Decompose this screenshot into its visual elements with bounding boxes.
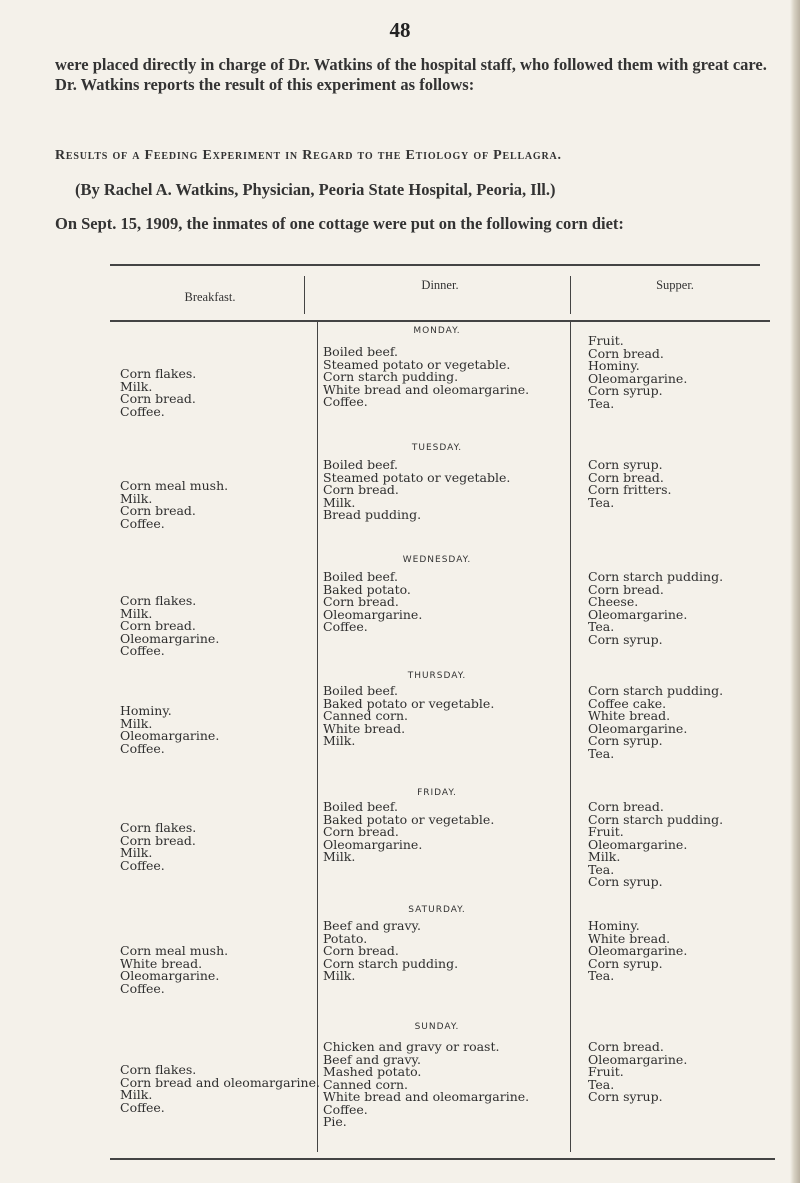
page-number: 48: [389, 18, 411, 42]
menu-item: Corn bread.: [120, 503, 196, 518]
menu-item: Corn syrup.: [588, 733, 663, 748]
menu-item: Milk.: [120, 378, 153, 394]
menu-item: Milk.: [120, 490, 153, 506]
menu-item: Tea.: [588, 494, 615, 510]
menu-item: Milk.: [120, 845, 153, 860]
day-label-friday: FRIDAY.: [417, 788, 457, 798]
menu-item: Hominy.: [588, 918, 640, 933]
menu-item: Milk.: [120, 1087, 153, 1102]
dinner-cell-sunday: [323, 1041, 529, 1129]
menu-item: Milk.: [120, 605, 153, 621]
menu-item: Corn meal mush.: [120, 478, 229, 493]
menu-item: Boiled beef.: [323, 569, 399, 584]
menu-item: Oleomargarine.: [588, 943, 688, 958]
menu-item: Coffee.: [120, 515, 165, 531]
menu-item: Coffee.: [120, 740, 165, 756]
menu-item: Tea.: [588, 395, 615, 411]
menu-item: Tea.: [588, 745, 615, 761]
breakfast-cell-thursday: [120, 705, 219, 755]
menu-item: Tea.: [588, 968, 615, 983]
table-top-rule: [110, 264, 760, 266]
menu-item: Tea.: [588, 861, 615, 877]
menu-item: Corn meal mush.: [120, 943, 229, 958]
menu-item: Milk.: [323, 494, 356, 510]
menu-item: Coffee.: [323, 1101, 368, 1117]
menu-item: Corn bread.: [588, 469, 664, 485]
menu-item: Corn fritters.: [588, 482, 672, 497]
menu-item: Milk.: [588, 849, 621, 864]
supper-cell-sunday: [588, 1041, 687, 1104]
section-heading: Results of a Feeding Experiment in Regard to the Etiology of Pellagra.: [55, 148, 562, 163]
menu-item: Corn bread.: [120, 391, 196, 406]
menu-item: Pie.: [323, 1114, 347, 1129]
dinner-cell-monday: [323, 346, 529, 409]
supper-cell-monday: [588, 335, 687, 410]
menu-item: Coffee.: [323, 394, 368, 409]
dinner-cell-wednesday: [323, 571, 422, 634]
breakfast-cell-sunday: [120, 1064, 320, 1114]
menu-item: Boiled beef.: [323, 799, 399, 814]
menu-item: Corn starch pudding.: [323, 955, 459, 971]
menu-item: White bread and oleomargarine.: [323, 1089, 530, 1104]
menu-item: Corn bread and oleomargarine.: [120, 1074, 320, 1090]
menu-item: Corn bread.: [323, 482, 399, 497]
day-label-wednesday: WEDNESDAY.: [402, 555, 472, 565]
menu-item: Coffee cake.: [588, 695, 667, 711]
menu-item: Fruit.: [588, 1064, 624, 1079]
menu-item: Corn starch pudding.: [588, 811, 724, 827]
menu-item: Fruit.: [588, 333, 624, 348]
byline: (By Rachel A. Watkins, Physician, Peoria State Hospital, Peoria, Ill.): [75, 180, 556, 199]
menu-item: Hominy.: [588, 358, 640, 373]
menu-item: Cheese.: [588, 594, 639, 609]
menu-item: Fruit.: [588, 824, 624, 839]
menu-item: White bread.: [588, 708, 671, 723]
menu-item: White bread.: [588, 930, 671, 946]
supper-cell-tuesday: [588, 459, 672, 509]
day-label-tuesday: TUESDAY.: [411, 443, 463, 453]
menu-item: Corn bread.: [588, 581, 664, 597]
column-divider-left: [304, 276, 305, 314]
menu-item: Potato.: [323, 930, 368, 946]
header-supper: Supper.: [656, 278, 694, 292]
menu-item: Corn bread.: [588, 345, 664, 361]
menu-item: Beef and gravy.: [323, 918, 421, 933]
menu-item: Canned corn.: [323, 1076, 409, 1092]
menu-item: Corn syrup.: [588, 955, 663, 971]
intro-paragraph: were placed directly in charge of Dr. Watkins of the hospital staff, who followed them with great care. Dr. Watkins reports the result of this experiment as follows:: [55, 55, 767, 94]
menu-item: Corn bread.: [323, 594, 399, 609]
menu-item: Corn bread.: [120, 832, 196, 848]
menu-item: Corn syrup.: [588, 457, 663, 472]
day-label-thursday: THURSDAY.: [407, 671, 467, 681]
menu-item: Corn syrup.: [588, 631, 663, 647]
table-bottom-rule: [110, 1158, 775, 1160]
menu-item: Coffee.: [120, 857, 165, 873]
menu-item: Corn syrup.: [588, 1089, 663, 1104]
menu-item: Corn bread.: [323, 943, 399, 958]
menu-item: Milk.: [323, 849, 356, 864]
day-label-sunday: SUNDAY.: [414, 1022, 460, 1032]
breakfast-cell-monday: [120, 368, 196, 418]
menu-item: Corn bread.: [323, 824, 399, 839]
supper-cell-saturday: [588, 920, 687, 983]
menu-item: Steamed potato or vegetable.: [323, 356, 511, 372]
menu-item: Steamed potato or vegetable.: [323, 469, 511, 485]
supper-cell-friday: [588, 801, 723, 889]
menu-item: Chicken and gravy or roast.: [323, 1039, 500, 1054]
menu-item: Corn syrup.: [588, 383, 663, 398]
menu-item: Corn starch pudding.: [323, 369, 459, 384]
menu-item: Corn flakes.: [120, 820, 197, 835]
menu-item: Oleomargarine.: [323, 606, 423, 622]
menu-item: Milk.: [120, 715, 153, 731]
breakfast-cell-saturday: [120, 945, 228, 995]
menu-item: Hominy.: [120, 703, 172, 718]
menu-item: Boiled beef.: [323, 683, 399, 698]
menu-item: Canned corn.: [323, 708, 409, 723]
menu-item: Boiled beef.: [323, 457, 399, 472]
menu-item: Oleomargarine.: [588, 370, 688, 386]
menu-item: Baked potato or vegetable.: [323, 811, 495, 827]
menu-item: Corn bread.: [120, 618, 196, 633]
dinner-cell-friday: [323, 801, 494, 864]
menu-item: Corn starch pudding.: [588, 683, 724, 698]
column-divider-right-body: [570, 320, 571, 1152]
header-dinner: Dinner.: [421, 278, 459, 292]
menu-item: Beef and gravy.: [323, 1051, 421, 1067]
menu-item: Baked potato.: [323, 581, 411, 597]
diet-intro: On Sept. 15, 1909, the inmates of one cottage were put on the following corn diet:: [55, 214, 624, 233]
menu-item: Oleomargarine.: [120, 728, 220, 743]
menu-item: Coffee.: [120, 403, 165, 419]
menu-item: White bread.: [120, 955, 203, 971]
menu-item: Baked potato or vegetable.: [323, 695, 495, 711]
menu-item: Corn flakes.: [120, 593, 197, 608]
menu-item: Oleomargarine.: [120, 968, 220, 983]
day-label-saturday: SATURDAY.: [408, 905, 466, 915]
menu-item: Oleomargarine.: [588, 836, 688, 852]
menu-item: Mashed potato.: [323, 1064, 422, 1079]
menu-item: Corn bread.: [588, 1039, 664, 1054]
dinner-cell-saturday: [323, 920, 458, 983]
supper-cell-thursday: [588, 685, 723, 760]
menu-item: White bread.: [323, 720, 406, 736]
menu-item: Corn syrup.: [588, 874, 663, 889]
menu-item: Oleomargarine.: [588, 1051, 688, 1067]
menu-item: Corn bread.: [588, 799, 664, 814]
dinner-cell-tuesday: [323, 459, 510, 522]
menu-item: Corn starch pudding.: [588, 569, 724, 584]
header-breakfast: Breakfast.: [184, 290, 236, 304]
menu-item: Tea.: [588, 619, 615, 634]
menu-item: Corn flakes.: [120, 366, 197, 381]
menu-item: Boiled beef.: [323, 344, 399, 359]
column-divider-right: [570, 276, 571, 314]
menu-item: Corn flakes.: [120, 1062, 197, 1077]
header-bottom-rule: [110, 320, 770, 322]
menu-item: Oleomargarine.: [588, 720, 688, 736]
menu-item: Coffee.: [120, 643, 165, 658]
menu-item: Oleomargarine.: [588, 606, 688, 622]
menu-item: Coffee.: [120, 980, 165, 996]
menu-item: Coffee.: [120, 1099, 165, 1115]
menu-item: White bread and oleomargarine.: [323, 381, 530, 397]
supper-cell-wednesday: [588, 571, 723, 646]
breakfast-cell-friday: [120, 822, 196, 872]
day-label-monday: MONDAY.: [413, 326, 461, 336]
menu-item: Coffee.: [323, 619, 368, 634]
breakfast-cell-tuesday: [120, 480, 228, 530]
menu-item: Bread pudding.: [323, 507, 422, 522]
menu-item: Oleomargarine.: [323, 836, 423, 852]
menu-item: Milk.: [323, 733, 356, 748]
menu-item: Tea.: [588, 1076, 615, 1092]
menu-item: Milk.: [323, 968, 356, 983]
dinner-cell-thursday: [323, 685, 494, 748]
menu-item: Oleomargarine.: [120, 630, 220, 646]
breakfast-cell-wednesday: [120, 595, 219, 658]
page-edge-shadow: [790, 0, 800, 1183]
